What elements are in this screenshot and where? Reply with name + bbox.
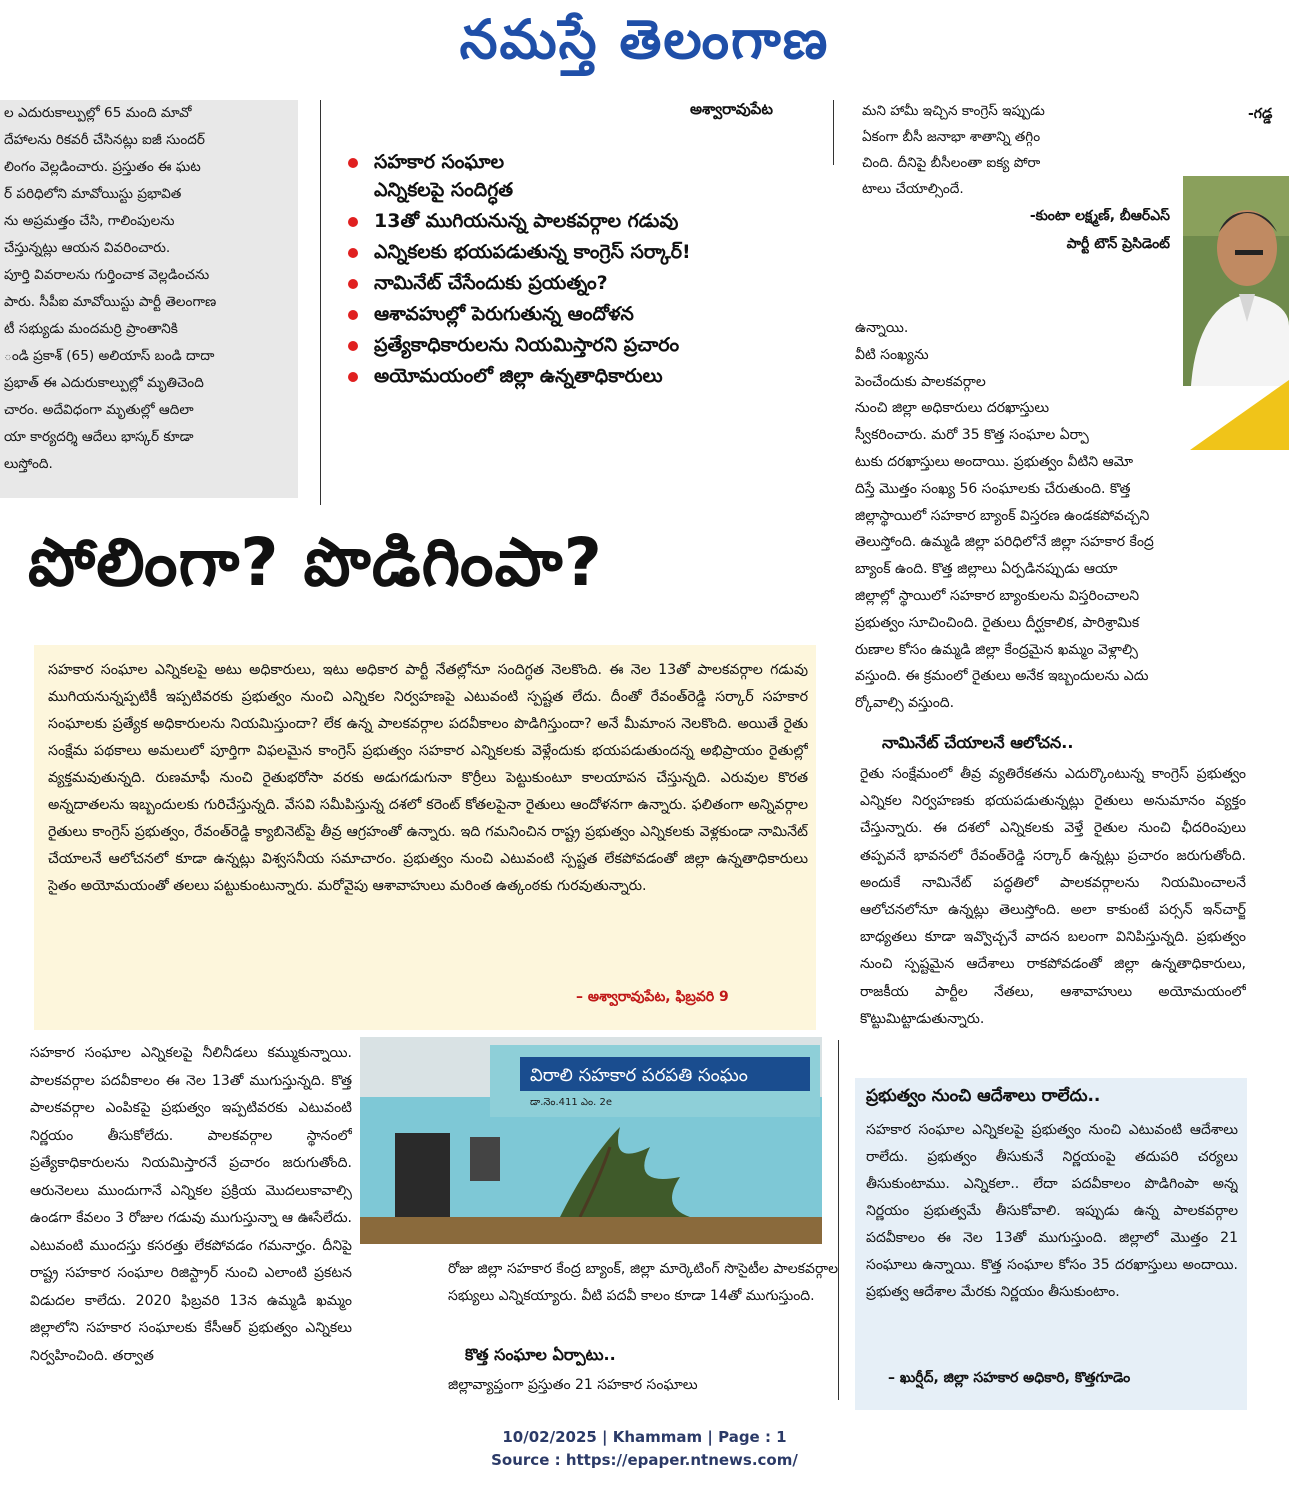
headline: పోలింగా? పొడిగింపా? <box>28 524 603 601</box>
highlight-item: సహకార సంఘాల ఎన్నికలపై సందిగ్ధత <box>344 148 824 204</box>
masthead-logo: నమస్తే తెలంగాణ <box>459 8 830 71</box>
column-rule <box>833 100 834 165</box>
bullet-dot-icon <box>348 248 358 258</box>
body-left: సహకార సంఘాల ఎన్నికలపై నీలినీడలు కమ్ముకున్నాయి. పాలకవర్గాల పదవీకాలం ఈ నెల 13తో ముగుస్తున్నది. కొత్త పాలకవర్గాల ఎంపికపై ప్రభుత్వం ఇప్పటివరకు ఎటువంటి నిర్ణయం తీసుకోలేదు. పాలకవర్గాల స్థానంలో ప్రత్యేకాధికారులను నియమిస్తారనే ప్రచారం జరుగుతోంది. ఆరునెలలు ముందుగానే ఎన్నికల ప్రక్రియ మొదలుకావాల్సి ఉండగా కేవలం 3 రోజుల గడువు ముగుస్తున్నా ఆ ఊసేలేదు. ఎటువంటి ముందస్తు కసరత్తు లేకపోవడం గమనార్హం. దీనిపై రాష్ట్ర సహకార సంఘాల రిజిస్ట్రార్ నుంచి ఎలాంటి ప్రకటన విడుదల కాలేదు. 2020 ఫిబ్రవరి 13న ఉమ్మడి ఖమ్మం జిల్లాలోని సహకార సంఘాలకు కేసీఆర్ ప్రభుత్వం ఎన్నికలు నిర్వహించింది. తర్వాత <box>30 1045 352 1364</box>
body-right-2: రైతు సంక్షేమంలో తీవ్ర వ్యతిరేకతను ఎదుర్కొంటున్న కాంగ్రెస్ ప్రభుత్వం ఎన్నికల నిర్వహణకు భయపడుతున్నట్లు రైతులు అనుమానం వ్యక్తం చేస్తున్నారు. ఈ దశలో ఎన్నికలకు వెళ్తే రైతుల నుంచి ఛీదరింపులు తప్పవనే భావనలో రేవంత్‌రెడ్డి సర్కార్ ఉన్నట్లు ప్రచారం జరుగుతోంది. అందుకే నామినేట్ పద్ధతిలో పాలకవర్గాలను నియమించాలనే ఆలోచనలోనూ ఉన్నట్లు తెలుస్తోంది. అలా కాకుంటే పర్సన్ ఇన్‌చార్జ్ బాధ్యతలు కూడా ఇవ్వొచ్చనే వాదన బలంగా వినిపిస్తున్నది. ప్రభుత్వం నుంచి స్పష్టమైన ఆదేశాలు రాకపోవడంతో జిల్లా ఉన్నతాధికారులు, రాజకీయ పార్టీల నేతలు, ఆశావాహులు అయోమయంలో కొట్టుమిట్టాడుతున్నారు. <box>860 766 1246 1027</box>
subhead-nominate: నామినేట్ చేయాలనే ఆలోచన.. <box>882 733 1074 752</box>
top-right-quote: మని హామీ ఇచ్చిన కాంగ్రెస్ ఇప్పుడు ఏకంగా బీసీ జనాభా శాతాన్ని తగ్గిం చింది. దీనిపై బీసీలంతా ఐక్య పోరా టాలు చేయాల్సిందే. <box>862 103 1045 197</box>
quote-text: సహకార సంఘాల ఎన్నికలపై ప్రభుత్వం నుంచి ఎటువంటి ఆదేశాలు రాలేదు. ప్రభుత్వం తీసుకునే నిర్ణయంపై తదుపరి చర్యలు తీసుకుంటాము. ఎన్నికలా.. లేదా పదవీకాలం పొడిగింపా అన్న నిర్ణయం ప్రభుత్వమే తీసుకోవాలి. ఇప్పుడు ఉన్న పాలకవర్గాల పదవీకాలం ఈ నెల 13తో ముగుస్తుంది. జిల్లాలో మొత్తం 21 సంఘాలు ఉన్నాయి. కొత్త సంఘాల కోసం 35 దరఖాస్తులు అందాయి. ప్రభుత్వ ఆదేశాల మేరకు నిర్ణయం తీసుకుంటాం. <box>866 1122 1238 1300</box>
quote-attribution: – ఖుర్షీద్, జిల్లా సహకార అధికారి, కొత్తగూడెం <box>888 1370 1131 1386</box>
highlights-list <box>344 148 824 393</box>
highlight-item: నామినేట్ చేసేందుకు ప్రయత్నం? <box>344 269 824 297</box>
footer-source: Source : https://epaper.ntnews.com/ <box>491 1451 798 1469</box>
lead-dateline: – అశ్వారావుపేట, ఫిబ్రవరి 9 <box>576 989 729 1005</box>
body-mid-2: జిల్లావ్యాప్తంగా ప్రస్తుతం 21 సహకార సంఘాలు <box>448 1377 698 1393</box>
bullet-dot-icon <box>348 217 358 227</box>
bullet-dot-icon <box>348 310 358 320</box>
lead-text: సహకార సంఘాల ఎన్నికలపై అటు అధికారులు, ఇటు అధికార పార్టీ నేతల్లోనూ సందిగ్ధత నెలకొంది. ఈ నెల 13తో పాలకవర్గాల గడువు ముగియనున్నప్పటికీ ఇప్పటివరకు ప్రభుత్వం నుంచి ఎన్నికల నిర్వహణపై ఎటువంటి స్పష్టత లేదు. దీంతో రేవంత్‌రెడ్డి సర్కార్ సహకార సంఘాలకు ప్రత్యేక అధికారులను నియమిస్తుందా? లేక ఉన్న పాలకవర్గాల పదవీకాలం పొడిగిస్తుందా? అనే మీమాంస నెలకొంది. అయితే రైతు సంక్షేమ పథకాలు అమలులో పూర్తిగా విఫలమైన కాంగ్రెస్ ప్రభుత్వం సహకార ఎన్నికలకు వెళ్లేందుకు భయపడుతుందన్న అభిప్రాయం రైతుల్లో వ్యక్తమవుతున్నది. రుణమాఫీ నుంచి రైతుభరోసా వరకు అడుగడుగునా కొర్రీలు పెట్టుకుంటూ కాలయాపన చేస్తున్నది. ఎరువుల కొరత అన్నదాతలను ఇబ్బందులకు గురిచేస్తున్నది. వేసవి సమీపిస్తున్న దశలో కరెంట్ కోతలపైనా రైతులు ఆందోళనగా ఉన్నారు. ఫలితంగా అన్నివర్గాల రైతులు కాంగ్రెస్ ప్రభుత్వం, రేవంత్‌రెడ్డి క్యాబినెట్‌పై తీవ్ర ఆగ్రహంతో ఉన్నారు. ఇది గమనించిన రాష్ట్ర ప్రభుత్వం ఎన్నికలకు వెళ్లకుండా నామినేట్ చేయాలనే ఆలోచనలో కూడా ఉన్నట్లు విశ్వసనీయ సమాచారం. ప్రభుత్వం నుంచి ఎటువంటి స్పష్టత లేకపోవడంతో జిల్లా ఉన్నతాధికారులు సైతం అయోమయంతో తలలు పట్టుకుంటున్నారు. మరోవైపు ఆశావాహులు మరింత ఉత్కంఠకు గురవుతున్నారు. <box>48 662 808 894</box>
sign-subtext: డా.నెం.411 ఎం. 2e <box>530 1097 612 1108</box>
highlight-item: అయోమయంలో జిల్లా ఉన్నతాధికారులు <box>344 362 824 390</box>
footer-date-edition: 10/02/2025 | Khammam | Page : 1 <box>502 1428 787 1446</box>
body-mid: రోజు జిల్లా సహకార కేంద్ర బ్యాంక్, జిల్లా మార్కెటింగ్ సొసైటీల పాలకవర్గాల సభ్యులు ఎన్నికయ్యారు. వీటి పదవీ కాలం కూడా 14తో ముగుస్తుంది. <box>448 1261 838 1304</box>
column-rule <box>838 1040 839 1400</box>
highlight-item: ప్రత్యేకాధికారులను నియమిస్తారని ప్రచారం <box>344 331 824 359</box>
top-right-attribution: -కుంటా లక్ష్మణ్, బీఆర్ఎస్ పార్టీ టౌన్ ప్రెసిడెంట్ <box>1029 208 1170 252</box>
bullet-dot-icon <box>348 158 358 168</box>
subhead-new-societies: కొత్త సంఘాల ఏర్పాటు.. <box>465 1345 616 1364</box>
body-right: ఉన్నాయి. వీటి సంఖ్యను పెంచేందుకు పాలకవర్గాల నుంచి జిల్లా అధికారులు దరఖాస్తులు స్వీకరించారు. మరో 35 కొత్త సంఘాల ఏర్పా టుకు దరఖాస్తులు అందాయి. ప్రభుత్వం వీటిని ఆమో దిస్తే మొత్తం సంఖ్య 56 సంఘాలకు చేరుతుంది. కొత్త జిల్లాస్థాయిలో సహకార బ్యాంక్ విస్తరణ ఉండకపోవచ్చని తెలుస్తోంది. ఉమ్మడి జిల్లా పరిధిలోనే జిల్లా సహకార కేంద్ర బ్యాంక్ ఉంది. కొత్త జిల్లాలు ఏర్పడినప్పుడు ఆయా జిల్లాల్లో స్థాయిలో సహకార బ్యాంకులను విస్తరించాలని ప్రభుత్వం సూచించింది. రైతులు దీర్ఘకాలిక, పారిశ్రామిక రుణాల కోసం ఉమ్మడి జిల్లా కేంద్రమైన ఖమ్మం వెళ్లాల్సి వస్తుంది. ఈ క్రమంలో రైతులు అనేక ఇబ్బందులను ఎదు ర్కోవాల్సి వస్తుంది. <box>855 320 1154 712</box>
bullet-dot-icon <box>348 372 358 382</box>
sign-text: విరాలి సహకార పరపతి సంఘం <box>530 1065 748 1086</box>
highlight-item: ఎన్నికలకు భయపడుతున్న కాంగ్రెస్ సర్కార్! <box>344 238 824 266</box>
cut-off-attribution: -గడ్డ <box>1248 106 1273 122</box>
bullet-dot-icon <box>348 341 358 351</box>
column-rule <box>320 100 321 505</box>
left-sidebar-text: ల ఎదురుకాల్పుల్లో 65 మంది మావో దేహాలను రికవరీ చేసినట్లు ఐజీ సుందర్ లింగం వెల్లడించారు. ప్రస్తుతం ఈ ఘట ర్ పరిధిలోని మావోయిస్టు ప్రభావిత ను అప్రమత్తం చేసి, గాలింపులను చేస్తున్నట్లు ఆయన వివరించారు. పూర్తి వివరాలను గుర్తించాక వెల్లడించను పారు. సీపీఐ మావోయిస్టు పార్టీ తెలంగాణ టీ సభ్యుడు మందమర్రి ప్రాంతానికి ండి ప్రకాశ్ (65) అలియాస్ బండి దాదా ప్రభాత్ ఈ ఎదురుకాల్పుల్లో మృతిచెంది చారం. అదేవిధంగా మృతుల్లో ఆదిలా యా కార్యదర్శి ఆదేలు భాస్కర్ కూడా లుస్తోంది. <box>4 105 217 472</box>
quote-heading: ప్రభుత్వం నుంచి ఆదేశాలు రాలేదు.. <box>866 1086 1101 1106</box>
society-building-photo <box>360 1037 822 1244</box>
dateline-top: అశ్వారావుపేట <box>690 100 773 118</box>
highlight-item: 13తో ముగియనున్న పాలకవర్గాల గడువు <box>344 207 824 235</box>
highlight-item: ఆశావహుల్లో పెరుగుతున్న ఆందోళన <box>344 300 824 328</box>
bullet-dot-icon <box>348 279 358 289</box>
